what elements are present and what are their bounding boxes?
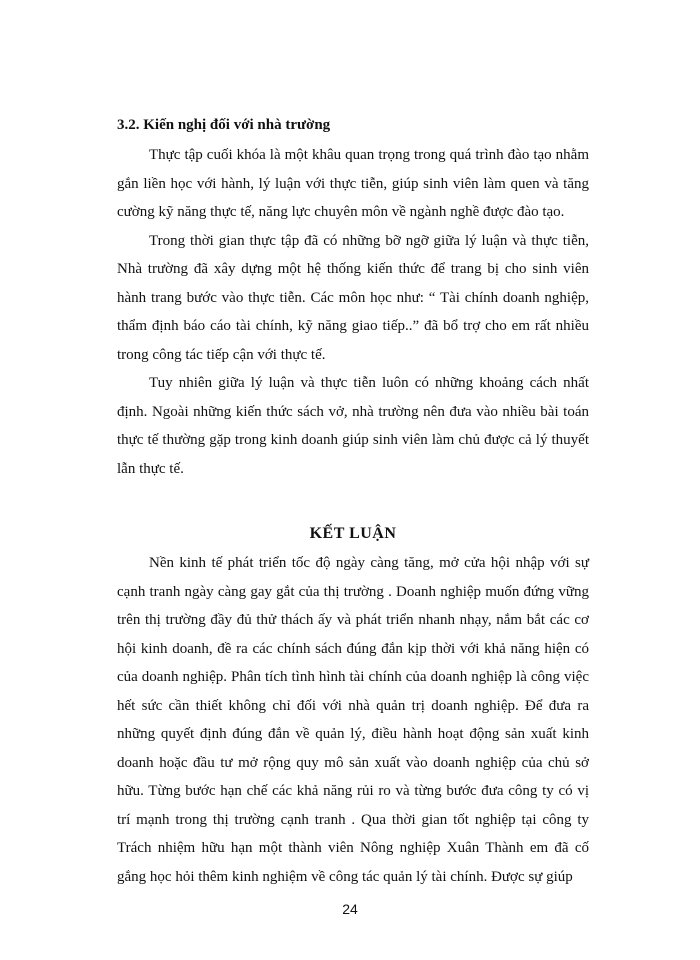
section-heading: 3.2. Kiến nghị đối với nhà trường <box>117 117 331 133</box>
body-paragraph: Thực tập cuối khóa là một khâu quan trọng trong quá trình đào tạo nhằm gắn liền học với hành, lý luận với thực tiễn, giúp sinh viên làm quen và tăng cường kỹ năng thực tế, năng lực chuyên môn về ngành nghề được đào tạo. <box>117 147 589 220</box>
page-number: 24 <box>342 901 358 917</box>
body-paragraph: Tuy nhiên giữa lý luận và thực tiễn luôn có những khoảng cách nhất định. Ngoài những kiến thức sách vở, nhà trường nên đưa vào nhiều bài toán thực tế thường gặp trong kinh doanh giúp sinh viên làm chủ được cả lý thuyết lẫn thực tế. <box>117 375 589 477</box>
conclusion-paragraph: Nền kinh tế phát triển tốc độ ngày càng tăng, mở cửa hội nhập với sự cạnh tranh ngày càng gay gắt của thị trường . Doanh nghiệp muốn đứng vững trên thị trường đầy đủ thử thách ấy và phát triển nhanh nhạy, nắm bắt các cơ hội kinh doanh, đề ra các chính sách đúng đắn kịp thời với khả năng hiện có của doanh nghiệp. Phân tích tình hình tài chính của doanh nghiệp là công việc hết sức cần thiết không chỉ đối với nhà quản trị doanh nghiệp. Để đưa ra những quyết định đúng đắn về quản lý, điều hành hoạt động sản xuất kinh doanh hoặc đầu tư mở rộng quy mô sản xuất vào doanh nghiệp của chủ sở hữu. Từng bước hạn chế các khả năng rủi ro và từng bước đưa công ty có vị trí mạnh trong thị trường cạnh tranh . Qua thời gian tốt nghiệp tại công ty Trách nhiệm hữu hạn một thành viên Nông nghiệp Xuân Thành em đã cố gắng học hỏi thêm kinh nghiệm về công tác quản lý tài chính. Được sự giúp <box>117 555 589 885</box>
body-paragraph: Trong thời gian thực tập đã có những bỡ ngỡ giữa lý luận và thực tiễn, Nhà trường đã xây dựng một hệ thống kiến thức để trang bị cho sinh viên hành trang bước vào thực tiễn. Các môn học như: “ Tài chính doanh nghiệp, thẩm định báo cáo tài chính, kỹ năng giao tiếp..” đã bổ trợ cho em rất nhiều trong công tác tiếp cận với thực tế. <box>117 232 589 363</box>
page-content <box>117 114 589 891</box>
conclusion-title: KẾT LUẬN <box>309 525 397 542</box>
